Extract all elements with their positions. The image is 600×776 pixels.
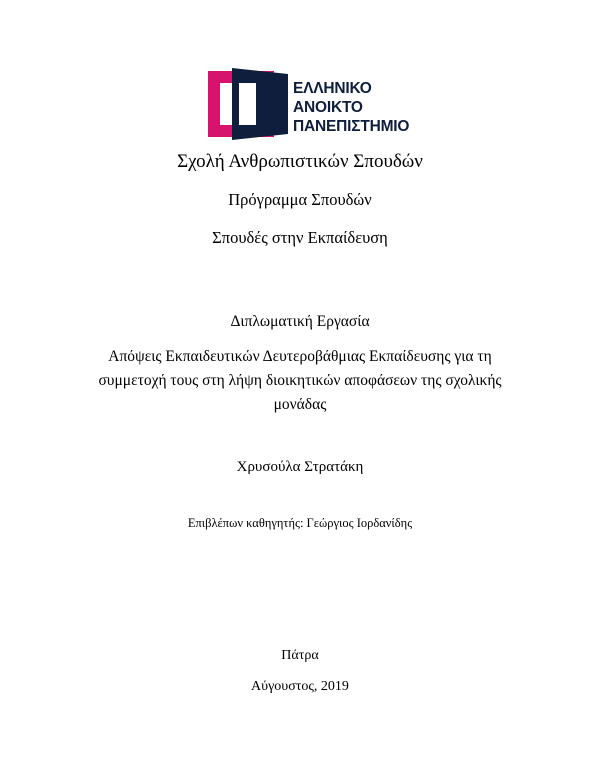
university-logo-text <box>293 79 409 136</box>
school-name: Σχολή Ανθρωπιστικών Σπουδών <box>177 151 423 172</box>
supervisor-line: Επιβλέπων καθηγητής: Γεώργιος Ιορδανίδης <box>187 516 413 530</box>
university-logo <box>208 68 410 140</box>
submission-date: Αύγουστος, 2019 <box>251 679 349 694</box>
thesis-title <box>60 345 540 417</box>
thesis-type: Διπλωματική Εργασία <box>230 313 370 330</box>
thesis-title-line-1: Απόψεις Εκπαιδευτικών Δευτεροβάθμιας Εκπαίδευσης για τη <box>108 348 492 365</box>
author-name: Χρυσούλα Στρατάκη <box>236 459 364 475</box>
thesis-title-line-3: μονάδας <box>273 396 327 413</box>
thesis-title-line-2: συμμετοχή τους στη λήψη διοικητικών αποφάσεων της σχολικής <box>98 372 502 389</box>
university-logo-mark <box>208 68 288 140</box>
logo-text-line-1: ΕΛΛΗΝΙΚΟ <box>293 80 372 97</box>
studies-name: Σπουδές στην Εκπαίδευση <box>212 228 388 247</box>
place-name: Πάτρα <box>281 648 319 663</box>
logo-text-line-3: ΠΑΝΕΠΙΣΤΗΜΙΟ <box>293 118 410 135</box>
program-label: Πρόγραμμα Σπουδών <box>228 190 372 209</box>
logo-text-line-2: ΑΝΟΙΚΤΟ <box>293 99 363 116</box>
